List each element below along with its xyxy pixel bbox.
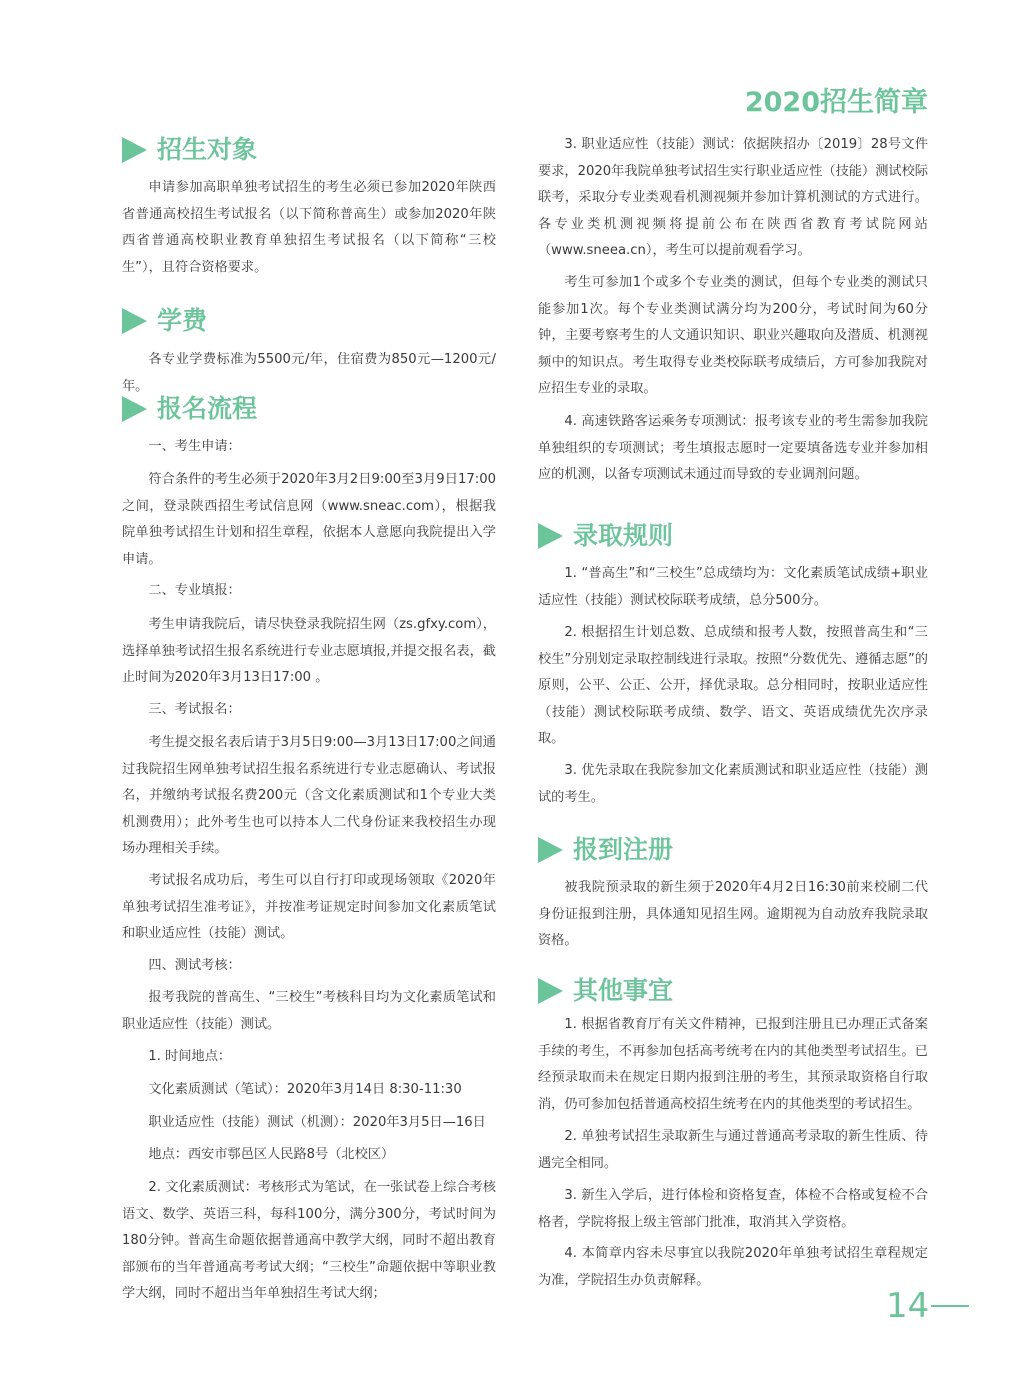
triangle-bullet-icon xyxy=(122,137,147,163)
section-heading xyxy=(538,976,928,1006)
paragraph: 考生提交报名表后请于3月5日9:00—3月13日17:00之间通过我院招生网单独考试招生报名系统进行专业志愿确认、考试报名，并缴纳考试报名费200元（含文化素质测试和1个专业大类机测费用）；此外考生也可以持本人二代身份证来我校招生办现场办理相关手续。 xyxy=(122,735,496,856)
paragraph: 4. 高速铁路客运乘务专项测试：报考该专业的考生需参加我院单独组织的专项测试；考生填报志愿时一定要填备选专业并参加相应的机测，以备专项测试未通过而导致的专业调剂问题。 xyxy=(538,414,928,482)
paragraph: 1. 根据省教育厅有关文件精神，已报到注册且已办理正式备案手续的考生，不再参加包括高考统考在内的其他类型考试招生。已经预录取而未在规定日期内报到注册的考生，其预录取资格自行取消，仍可参加包括普通高校招生统考在内的其他类型的考试招生。 xyxy=(538,1017,928,1112)
paragraph: 申请参加高职单独考试招生的考生必须已参加2020年陕西省普通高校招生考试报名（以下简称普高生）或参加2020年陕西省普通高校职业教育单独招生考试报名（以下简称“三校生”），且符合资格要求。 xyxy=(122,180,496,275)
paragraph: 2. 根据招生计划总数、总成绩和报考人数，按照普高生和“三校生”分别划定录取控制线进行录取。按照“分数优先、遵循志愿”的原则，公平、公正、公开，择优录取。总分相同时，按职业适应性（技能）测试校际联考成绩、数学、语文、英语成绩优先次序录取。 xyxy=(538,625,928,746)
paragraph: 考生可参加1个或多个专业类的测试，但每个专业类的测试只能参加1次。每个专业类测试满分均为200分，考试时间为60分钟，主要考察考生的人文通识知识、职业兴趣取向及潜质、机测视频中的知识点。考生取得专业类校际联考成绩后，方可参加我院对应招生专业的录取。 xyxy=(538,275,928,396)
paragraph: 3. 职业适应性（技能）测试：依据陕招办〔2019〕28号文件要求，2020年我院单独考试招生实行职业适应性（技能）测试校际联考，采取分专业类观看机测视频并参加计算机测试的方式进行。各专业类机测视频将提前公布在陕西省教育考试院网站（www.sneea.cn），考生可以提前观看学习。 xyxy=(538,137,928,258)
paragraph: 2. 文化素质测试：考核形式为笔试，在一张试卷上综合考核语文、数学、英语三科，每科100分，满分300分，考试时间为180分钟。普高生命题依据普通高中教学大纲，同时不超出教育部颁布的当年普通高考考试大纲；“三校生”命题依据中等职业教学大纲，同时不超出当年单独招生考试大纲； xyxy=(122,1180,496,1301)
triangle-bullet-icon xyxy=(122,396,147,422)
section-heading-text: 报名流程 xyxy=(157,393,258,423)
paragraph: 职业适应性（技能）测试（机测）：2020年3月5日—16日 xyxy=(148,1115,486,1130)
paragraph: 考生申请我院后，请尽快登录我院招生网（zs.gfxy.com），选择单独考试招生报名系统进行专业志愿填报,并提交报名表，截止时间为2020年3月13日17:00 。 xyxy=(122,617,496,685)
paragraph: 考试报名成功后，考生可以自行打印或现场领取《2020年单独考试招生准考证》，并按准考证规定时间参加文化素质笔试和职业适应性（技能）测试。 xyxy=(122,873,496,941)
paragraph: 3. 优先录取在我院参加文化素质测试和职业适应性（技能）测试的考生。 xyxy=(538,763,928,805)
paragraph: 4. 本简章内容未尽事宜以我院2020年单独考试招生章程规定为准，学院招生办负责解释。 xyxy=(538,1246,928,1288)
paragraph: 各专业学费标准为5500元/年，住宿费为850元—1200元/年。 xyxy=(122,352,496,394)
triangle-bullet-icon xyxy=(538,978,563,1004)
paragraph: 文化素质测试（笔试）：2020年3月14日 8:30-11:30 xyxy=(148,1082,462,1097)
paragraph: 3. 新生入学后，进行体检和资格复查，体检不合格或复检不合格者，学院将报上级主管部门批准，取消其入学资格。 xyxy=(538,1188,928,1230)
paragraph: 四、测试考核： xyxy=(148,958,241,973)
paragraph: 地点：西安市鄠邑区人民路8号（北校区） xyxy=(148,1147,395,1162)
triangle-bullet-icon xyxy=(538,523,563,549)
page-number-rule xyxy=(931,1305,969,1307)
paragraph: 符合条件的考生必须于2020年3月2日9:00至3月9日17:00之间，登录陕西招生考试信息网（www.sneac.com），根据我院单独考试招生计划和招生章程，依据本人意愿向我院提出入学申请。 xyxy=(122,472,496,567)
section-heading-text: 报到注册 xyxy=(573,834,674,864)
section-heading-text: 其他事宜 xyxy=(573,975,674,1005)
section-heading xyxy=(538,835,928,865)
triangle-bullet-icon xyxy=(122,308,147,334)
section-heading-text: 学费 xyxy=(157,305,208,335)
paragraph: 二、专业填报： xyxy=(148,583,241,598)
paragraph: 被我院预录取的新生须于2020年4月2日16:30前来校刷二代身份证报到注册，具体通知见招生网。逾期视为自动放弃我院录取资格。 xyxy=(538,880,928,948)
page-number-text: 14 xyxy=(886,1286,930,1326)
paragraph: 一、考生申请： xyxy=(148,439,241,454)
section-heading xyxy=(122,135,496,165)
triangle-bullet-icon xyxy=(538,837,563,863)
paragraph: 三、考试报名： xyxy=(148,702,241,717)
document-title: 2020招生简章 xyxy=(744,87,928,118)
paragraph: 报考我院的普高生、“三校生”考核科目均为文化素质笔试和职业适应性（技能）测试。 xyxy=(122,990,496,1032)
paragraph: 2. 单独考试招生录取新生与通过普通高考录取的新生性质、待遇完全相同。 xyxy=(538,1129,928,1171)
section-heading xyxy=(122,306,496,336)
paragraph: 1. 时间地点： xyxy=(148,1049,232,1064)
page-number xyxy=(886,1286,969,1326)
section-heading xyxy=(122,394,496,424)
section-heading xyxy=(538,521,928,551)
section-heading-text: 招生对象 xyxy=(157,134,258,164)
paragraph: 1. “普高生”和“三校生”总成绩均为：文化素质笔试成绩+职业适应性（技能）测试校际联考成绩，总分500分。 xyxy=(538,566,928,608)
section-heading-text: 录取规则 xyxy=(573,520,674,550)
